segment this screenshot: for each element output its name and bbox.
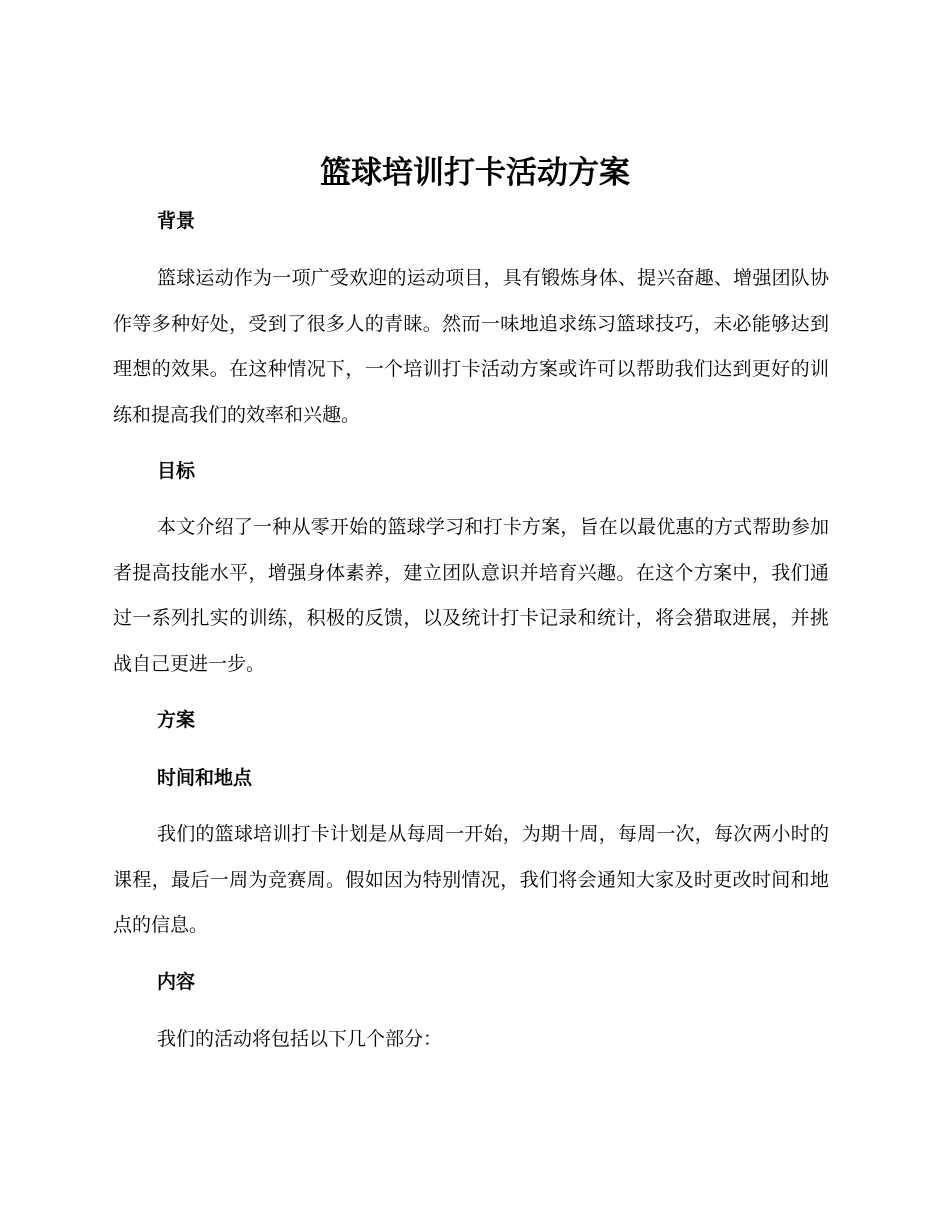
heading-time-place: 时间和地点 <box>157 767 253 789</box>
heading-plan: 方案 <box>157 709 196 731</box>
paragraph-goal: 本文介绍了一种从零开始的篮球学习和打卡方案，旨在以最优惠的方式帮助参加者提高技能水平，增强身体素养，建立团队意识并培育兴趣。在这个方案中，我们通过一系列扎实的训练，积极的反馈，以及统计打卡记录和统计，将会猎取进展，并挑战自己更进一步。 <box>113 516 829 675</box>
paragraph-background: 篮球运动作为一项广受欢迎的运动项目，具有锻炼身体、提兴奋趣、增强团队协作等多种好处，受到了很多人的青睐。然而一味地追求练习篮球技巧，未必能够达到理想的效果。在这种情况下，一个培训打卡活动方案或许可以帮助我们达到更好的训练和提高我们的效率和兴趣。 <box>113 267 829 426</box>
heading-goal: 目标 <box>157 460 196 482</box>
heading-content: 内容 <box>157 971 196 993</box>
document-title: 篮球培训打卡活动方案 <box>320 155 630 191</box>
paragraph-content: 我们的活动将包括以下几个部分： <box>157 1028 443 1050</box>
heading-background: 背景 <box>157 210 196 232</box>
paragraph-time-place: 我们的篮球培训打卡计划是从每周一开始，为期十周，每周一次，每次两小时的课程，最后一周为竞赛周。假如因为特别情况，我们将会通知大家及时更改时间和地点的信息。 <box>113 823 829 936</box>
